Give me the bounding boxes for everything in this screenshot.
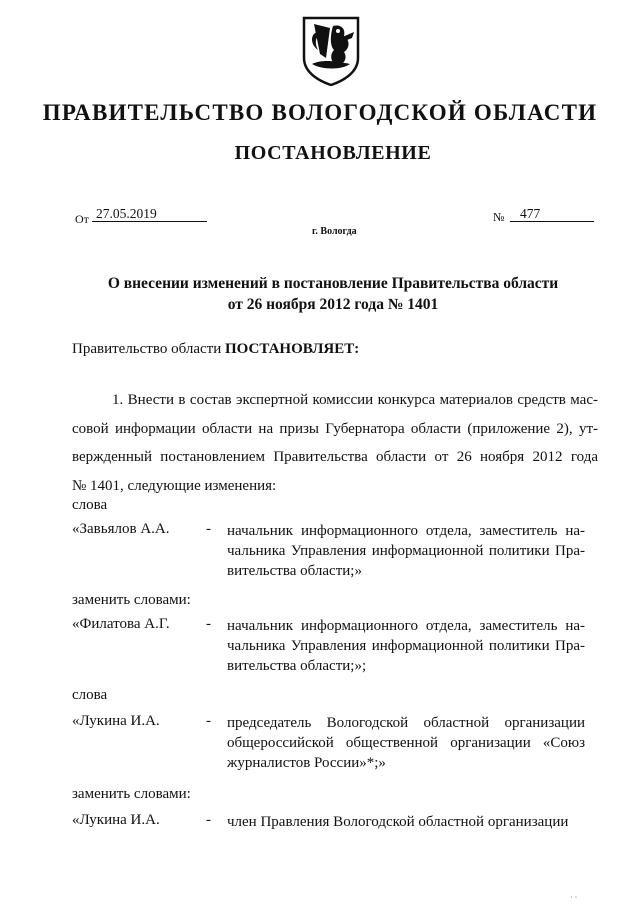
date-value: 27.05.2019 — [92, 206, 207, 222]
entry-description — [227, 713, 585, 773]
subject-line: от 26 ноября 2012 года № 1401 — [227, 296, 439, 313]
replace-label: заменить словами: — [72, 592, 191, 608]
entry-line: журналистов России»*;» — [227, 755, 386, 771]
entry-line: чальника Управления информационной политики Пра- — [227, 638, 585, 654]
entry-name: «Лукина И.А. — [72, 713, 160, 729]
organization-title: ПРАВИТЕЛЬСТВО ВОЛОГОДСКОЙ ОБЛАСТИ — [42, 100, 598, 125]
replace-label: заменить словами: — [72, 786, 191, 802]
paragraph-line: совой информации области на призы Губернатора области (приложение 2), ут- — [72, 420, 598, 437]
number-label: № — [493, 210, 505, 224]
paragraph-line: № 1401, следующие изменения: — [72, 477, 277, 494]
entry-description — [227, 812, 585, 832]
entry-name: «Лукина И.А. — [72, 812, 160, 828]
entry-line: общероссийской общественной организации «Союз — [227, 735, 585, 751]
document-subject — [0, 273, 640, 315]
number-value: 477 — [510, 206, 594, 222]
city-label: г. Вологда — [312, 226, 357, 237]
document-type: ПОСТАНОВЛЕНИЕ — [234, 142, 432, 164]
paragraph-line: вержденный постановлением Правительства области от 26 ноября 2012 года — [72, 449, 598, 465]
entry-dash: - — [206, 521, 211, 537]
entry-line: чальника Управления информационной политики Пра- — [227, 543, 585, 559]
entry-dash: - — [206, 812, 211, 828]
entry-description — [227, 616, 585, 676]
entry-dash: - — [206, 616, 211, 632]
entry-line: председатель Вологодской областной организации — [227, 715, 585, 731]
corner-mark: · · — [570, 893, 578, 902]
entry-line: начальник информационного отдела, заместитель на- — [227, 618, 585, 634]
date-label: От — [75, 212, 89, 226]
entry-line: вительства области;»; — [227, 658, 367, 674]
coat-of-arms-icon — [300, 14, 362, 86]
preamble — [72, 341, 359, 358]
preamble-bold: ПОСТАНОВЛЯЕТ: — [224, 341, 360, 357]
entry-name: «Филатова А.Г. — [72, 616, 170, 632]
entry-line: вительства области;» — [227, 563, 362, 579]
paragraph-1 — [72, 386, 598, 500]
preamble-text: Правительство области — [72, 341, 225, 357]
entry-line: начальник информационного отдела, заместитель на- — [227, 523, 585, 539]
words-label: слова — [72, 497, 108, 513]
entry-dash: - — [206, 713, 211, 729]
entry-line: член Правления Вологодской областной организации — [227, 814, 569, 830]
subject-line: О внесении изменений в постановление Правительства области — [107, 275, 559, 292]
words-label: слова — [72, 687, 108, 703]
paragraph-line: 1. Внести в состав экспертной комиссии конкурса материалов средств мас- — [112, 392, 598, 408]
entry-description — [227, 521, 585, 581]
entry-name: «Завьялов А.А. — [72, 521, 170, 537]
